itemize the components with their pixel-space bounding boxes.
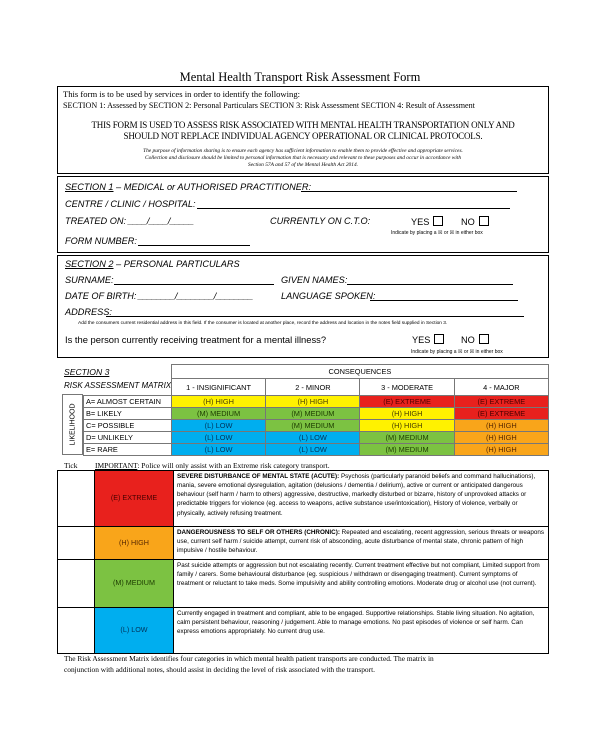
consequences-header: CONSEQUENCES (171, 365, 548, 379)
intro-purpose-1: The purpose of information sharing is to ensure each agency has sufficient information to enable them to provide effective and appropriate services. (143, 148, 463, 154)
matrix-cell: (H) HIGH (454, 444, 548, 456)
level-high-title: DANGEROUSNESS TO SELF OR OTHERS (CHRONIC): (177, 529, 340, 536)
form-number-field[interactable] (138, 245, 250, 246)
matrix-label: RISK ASSESSMENT MATRIX (64, 381, 172, 390)
tick-box-extreme[interactable] (58, 471, 95, 527)
matrix-row-label: B= LIKELY (84, 408, 172, 420)
page-title: Mental Health Transport Risk Assessment Form (179, 70, 421, 84)
tick-label: Tick (64, 461, 78, 470)
section-3-label: SECTION 3 (64, 367, 110, 377)
level-extreme-title: SEVERE DISTURBANCE OF MENTAL STATE (ACUTE): (177, 473, 340, 480)
section-2-box (57, 255, 549, 358)
matrix-col-header: 3 - MODERATE (360, 379, 454, 396)
treatment-yes-label: YES (412, 335, 431, 345)
address-field[interactable] (106, 316, 524, 317)
cto-no[interactable] (461, 216, 489, 227)
level-low-description: Currently engaged in treatment and compliant, able to be engaged. Supportive relationships. Stable living situation. No agitation, calm persistent behaviour, reasoning / judgement. Able to manage emotions. No past episodes of violence or self harm. Can express emotions appropriately. No current drug use. (174, 608, 549, 654)
matrix-row-label: A= ALMOST CERTAIN (84, 396, 172, 408)
section-2-label: SECTION 2 (65, 259, 114, 269)
language-label: LANGUAGE SPOKEN: (281, 291, 376, 301)
dob-field[interactable]: ________/________/________ (138, 291, 253, 301)
intro-line-1: This form is to be used by services in order to identify the following: (63, 89, 300, 99)
cto-yes-label: YES (411, 217, 430, 227)
cto-label: CURRENTLY ON C.T.O: (270, 216, 371, 226)
matrix-cell: (L) LOW (266, 444, 360, 456)
matrix-cell: (M) MEDIUM (266, 420, 360, 432)
cto-yes[interactable] (411, 216, 443, 227)
treatment-indicate-note: Indicate by placing a ☒ or ☒ in either box (411, 349, 503, 355)
treatment-question: Is the person currently receiving treatment for a mental illness? (65, 334, 327, 345)
intro-warning-2: SHOULD NOT REPLACE INDIVIDUAL AGENCY OPERATIONAL OR CLINICAL PROTOCOLS. (123, 131, 483, 141)
risk-levels-table (57, 470, 549, 654)
level-extreme-description (174, 471, 549, 527)
section-2-title: – PERSONAL PARTICULARS (113, 259, 240, 269)
centre-field[interactable] (197, 208, 510, 209)
address-note: Add the consumers current residential address in this field. If the consumer is located at another place, record the address and location in the notes field supplied in Section 3. (78, 321, 448, 326)
intro-box (57, 86, 549, 174)
treatment-no[interactable] (461, 334, 489, 345)
dob-label: DATE OF BIRTH: (65, 291, 137, 301)
treated-on-label: TREATED ON: (65, 216, 127, 226)
matrix-cell: (E) EXTREME (454, 408, 548, 420)
form-number-label: FORM NUMBER: (65, 236, 137, 246)
level-high-description (174, 527, 549, 560)
matrix-col-header: 2 - MINOR (266, 379, 360, 396)
cto-no-label: NO (461, 217, 475, 227)
matrix-col-header: 1 - INSIGNIFICANT (171, 379, 265, 396)
important-text: : Police will only assist with an Extreme risk category transport. (137, 461, 330, 470)
likelihood-label: LIKELIHOOD (69, 403, 77, 446)
important-note (95, 461, 330, 470)
centre-label: CENTRE / CLINIC / HOSPITAL: (65, 199, 196, 209)
matrix-cell: (H) HIGH (360, 420, 454, 432)
footer-line-1: The Risk Assessment Matrix identifies four categories in which mental health patient transports are conducted. The matrix in (64, 654, 434, 663)
level-extreme-text: Psychosis (particularly paranoid beliefs and command hallucinations), mania, severe emotional dysregulation, agitation (delusions / dementia / delirium), active or current or anticipated dangerous behaviour (self harm / harm to others) aggressive, destructive, markedly disturbed or bizarre, history of unprovoked attacks or predictable triggers for violence (eg. access to weapons, active substance use/intoxication), History of violence, verbally or physically, actively refusing treatment. (177, 473, 536, 517)
section-2-heading (65, 259, 240, 269)
level-high: (H) HIGH (95, 527, 174, 560)
matrix-cell: (M) MEDIUM (360, 444, 454, 456)
tick-box-medium[interactable] (58, 560, 95, 608)
level-extreme: (E) EXTREME (95, 471, 174, 527)
matrix-cell: (M) MEDIUM (360, 432, 454, 444)
treated-on-field[interactable]: ____/____/_____ (128, 216, 194, 226)
treatment-yes[interactable] (412, 334, 444, 345)
treatment-no-checkbox[interactable] (479, 334, 489, 344)
section-1-box (57, 176, 549, 253)
address-label: ADDRESS: (65, 307, 112, 317)
surname-label: SURNAME: (65, 275, 114, 285)
matrix-cell: (L) LOW (171, 444, 265, 456)
tick-box-low[interactable] (58, 608, 95, 654)
matrix-cell: (M) MEDIUM (171, 408, 265, 420)
cto-yes-checkbox[interactable] (433, 216, 443, 226)
surname-field[interactable] (114, 284, 274, 285)
intro-line-2: SECTION 1: Assessed by SECTION 2: Personal Particulars SECTION 3: Risk Assessment SECTION 4: Result of Assessment (63, 101, 475, 110)
cto-indicate-note: Indicate by placing a ☒ or ☒ in either box (391, 230, 483, 236)
matrix-cell: (H) HIGH (266, 396, 360, 408)
matrix-cell: (L) LOW (266, 432, 360, 444)
given-names-field[interactable] (347, 284, 513, 285)
matrix-cell: (M) MEDIUM (266, 408, 360, 420)
matrix-cell: (H) HIGH (454, 432, 548, 444)
matrix-cell: (H) HIGH (171, 396, 265, 408)
matrix-cell: (L) LOW (171, 420, 265, 432)
matrix-row-label: C= POSSIBLE (84, 420, 172, 432)
matrix-row-label: E= RARE (84, 444, 172, 456)
treatment-no-label: NO (461, 335, 475, 345)
level-low: (L) LOW (95, 608, 174, 654)
intro-purpose-3: Section 57A and 57 of the Mental Health Act 2014. (248, 162, 358, 168)
level-high-text: Repeated and escalating, recent aggression, serious threats or weapons use, current self harm / suicide attempt, current risk of absconding, acute disturbance of mental state, chronic pattern of high impulsive / hostile behaviour. (177, 529, 544, 555)
section-1-heading (65, 182, 311, 192)
matrix-cell: (E) EXTREME (360, 396, 454, 408)
matrix-cell: (H) HIGH (360, 408, 454, 420)
matrix-cell: (H) HIGH (454, 420, 548, 432)
level-medium-description: Past suicide attempts or aggression but not escalating recently. Current treatment effective but not compliant, Limited support from family / carers. Some behavioural disturbance (eg. suspicious / withdrawn or disengaging treatment). Current symptoms of treatment or reluctant to take meds. Some impulsivity and ability controlling emotions. Moderate drug or alcohol use (not current). (174, 560, 549, 608)
matrix-row-label: D= UNLIKELY (84, 432, 172, 444)
intro-purpose-2: Collection and disclosure should be limited to personal information that is necessary and relevant to these purposes and occur in accordance with (144, 155, 462, 161)
matrix-cell: (E) EXTREME (454, 396, 548, 408)
cto-no-checkbox[interactable] (479, 216, 489, 226)
likelihood-axis (62, 394, 83, 455)
intro-warning-1: THIS FORM IS USED TO ASSESS RISK ASSOCIATED WITH MENTAL HEALTH TRANSPORTATION ONLY AND (91, 120, 515, 130)
important-label: IMPORTANT (95, 461, 138, 470)
section-1-title: – MEDICAL or AUTHORISED PRACTITIONER: (113, 182, 312, 192)
tick-box-high[interactable] (58, 527, 95, 560)
given-names-label: GIVEN NAMES: (281, 275, 348, 285)
matrix-cell: (L) LOW (171, 432, 265, 444)
section-1-label: SECTION 1 (65, 182, 114, 192)
language-field[interactable] (370, 300, 518, 301)
matrix-col-header: 4 - MAJOR (454, 379, 548, 396)
footer-line-2: conjunction with additional notes, should assist in deciding the level of risk associated with the transport. (64, 665, 375, 674)
practitioner-field[interactable] (301, 191, 517, 192)
treatment-yes-checkbox[interactable] (434, 334, 444, 344)
level-medium: (M) MEDIUM (95, 560, 174, 608)
risk-matrix (83, 364, 549, 456)
